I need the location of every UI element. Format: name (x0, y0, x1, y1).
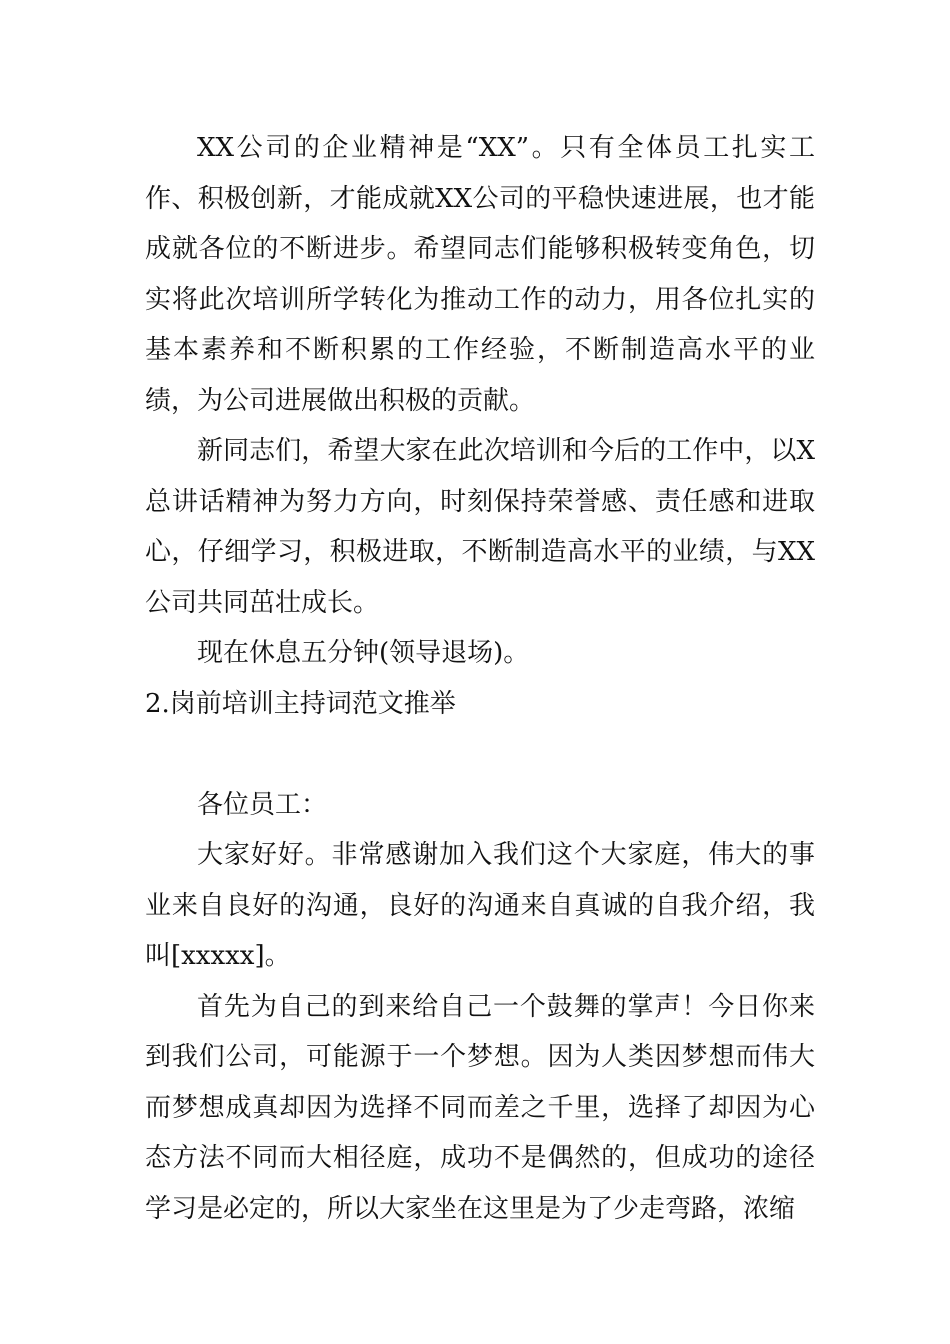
paragraph-break-notice: 现在休息五分钟(领导退场)。 (197, 638, 530, 668)
paragraph-salutation: 各位员工： (197, 789, 328, 820)
document-body (145, 123, 815, 1234)
section-heading: 2.岗前培训主持词范文推举 (145, 688, 456, 719)
paragraph-applause: 首先为自己的到来给自己一个鼓舞的掌声！今日你来到我们公司，可能源于一个梦想。因为人类因梦想而伟大而梦想成真却因为选择不同而差之千里，选择了却因为心态方法不同而大相径庭，成功不是偶然的，但成功的途径学习是必定的，所以大家坐在这里是为了少走弯路，浓缩 (145, 991, 815, 1224)
paragraph-new-colleagues: 新同志们，希望大家在此次培训和今后的工作中，以X总讲话精神为努力方向，时刻保持荣誉感、责任感和进取心，仔细学习，积极进取，不断制造高水平的业绩，与XX公司共同茁壮成长。 (145, 436, 815, 618)
paragraph-greeting: 大家好好。非常感谢加入我们这个大家庭，伟大的事业来自良好的沟通，良好的沟通来自真诚的自我介绍，我叫[xxxxx]。 (145, 840, 815, 971)
blank-line (145, 729, 815, 780)
paragraph-company-spirit: XX公司的企业精神是“XX”。只有全体员工扎实工作、积极创新，才能成就XX公司的平稳快速进展，也才能成就各位的不断进步。希望同志们能够积极转变角色，切实将此次培训所学转化为推动工作的动力，用各位扎实的基本素养和不断积累的工作经验，不断制造高水平的业绩，为公司进展做出积极的贡献。 (145, 133, 815, 416)
